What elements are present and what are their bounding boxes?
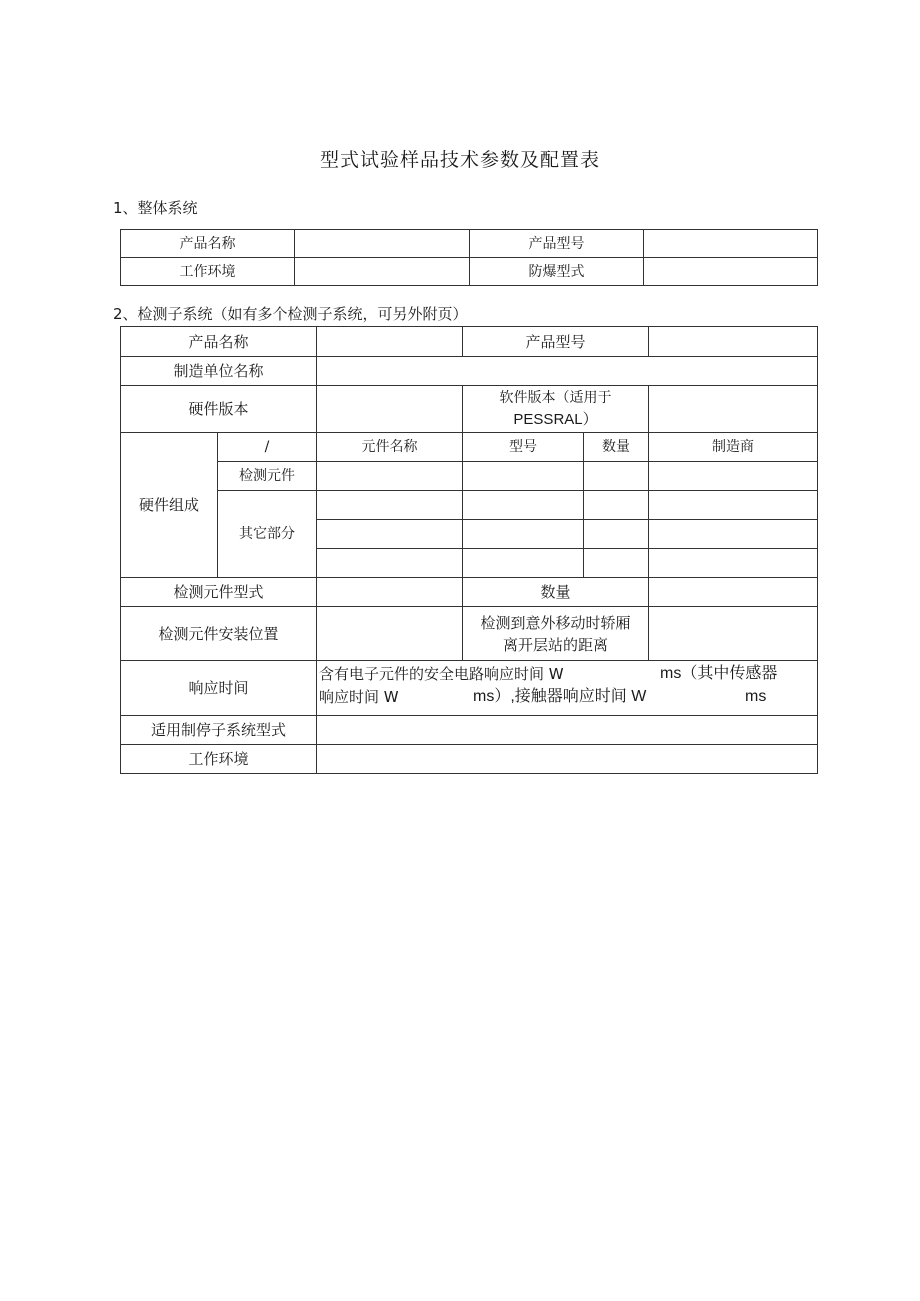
response-text-d: ms）,接触器响应时间 W [473,688,647,705]
table-row [121,386,818,433]
overall-system-table [120,229,818,286]
work-environment-label: 工作环境 [121,745,317,774]
product-name-field[interactable] [317,327,463,357]
product-model-label: 产品型号 [470,230,644,258]
detection-element-quantity-field[interactable] [584,462,649,491]
other-part-2-manufacturer-field[interactable] [649,520,818,549]
car-leave-distance-line1: 检测到意外移动时轿厢 [480,613,631,632]
other-part-1-name-field[interactable] [317,491,463,520]
table-row [121,578,818,607]
page-title: 型式试验样品技术参数及配置表 [319,149,600,171]
explosion-proof-type-label: 防爆型式 [470,258,644,286]
install-position-label: 检测元件安装位置 [121,607,317,661]
install-position-field[interactable] [317,607,463,661]
work-environment-label: 工作环境 [121,258,295,286]
work-environment-field[interactable] [317,745,818,774]
manufacturer-header: 制造商 [649,433,818,462]
manufacturer-name-label: 制造单位名称 [121,357,317,386]
other-part-2-name-field[interactable] [317,520,463,549]
table-row [121,327,818,357]
software-version-label-line2: PESSRAL） [513,411,598,428]
braking-subsystem-type-field[interactable] [317,716,818,745]
other-part-3-manufacturer-field[interactable] [649,549,818,578]
work-environment-field[interactable] [295,258,470,286]
hardware-version-label: 硬件版本 [121,386,317,433]
product-model-field[interactable] [644,230,818,258]
table-row [121,661,818,716]
table-row [121,357,818,386]
column-slash-header: / [218,433,317,462]
detection-subsystem-table [120,326,818,774]
product-name-label: 产品名称 [121,230,295,258]
model-header: 型号 [463,433,584,462]
other-part-3-quantity-field[interactable] [584,549,649,578]
table-row [121,462,818,491]
product-name-field[interactable] [295,230,470,258]
section-2-heading: 2、检测子系统（如有多个检测子系统，可另外附页） [113,305,468,323]
detection-element-type-label: 检测元件型式 [121,578,317,607]
response-time-field[interactable] [317,661,818,716]
response-time-label: 响应时间 [121,661,317,716]
car-leave-distance-label [463,607,649,661]
table-row [121,230,818,258]
software-version-label [463,386,649,433]
table-row [121,491,818,520]
product-model-field[interactable] [649,327,818,357]
other-part-3-model-field[interactable] [463,549,584,578]
table-row [121,433,818,462]
quantity-field[interactable] [649,578,818,607]
software-version-field[interactable] [649,386,818,433]
product-model-label: 产品型号 [463,327,649,357]
detection-element-manufacturer-field[interactable] [649,462,818,491]
other-part-2-quantity-field[interactable] [584,520,649,549]
response-text-c: 响应时间 W [319,688,399,706]
other-part-1-model-field[interactable] [463,491,584,520]
component-name-header: 元件名称 [317,433,463,462]
other-part-2-model-field[interactable] [463,520,584,549]
table-row [121,716,818,745]
product-name-label: 产品名称 [121,327,317,357]
detection-element-model-field[interactable] [463,462,584,491]
table-row [121,258,818,286]
quantity-header: 数量 [584,433,649,462]
other-part-3-name-field[interactable] [317,549,463,578]
braking-subsystem-type-label: 适用制停子系统型式 [121,716,317,745]
hardware-version-field[interactable] [317,386,463,433]
detection-element-type-field[interactable] [317,578,463,607]
hardware-composition-label: 硬件组成 [121,433,218,578]
response-text-a: 含有电子元件的安全电路响应时间 W [319,665,564,683]
car-leave-distance-line2: 离开层站的距离 [503,635,609,654]
manufacturer-name-field[interactable] [317,357,818,386]
section-1-heading: 1、整体系统 [113,199,198,217]
other-parts-label: 其它部分 [218,491,317,578]
table-row [121,607,818,661]
detection-element-name-field[interactable] [317,462,463,491]
detection-element-label: 检测元件 [218,462,317,491]
quantity-label: 数量 [463,578,649,607]
table-row [121,745,818,774]
car-leave-distance-field[interactable] [649,607,818,661]
response-text-b: ms（其中传感器 [660,665,778,682]
other-part-1-manufacturer-field[interactable] [649,491,818,520]
explosion-proof-type-field[interactable] [644,258,818,286]
response-text-e: ms [745,688,767,705]
other-part-1-quantity-field[interactable] [584,491,649,520]
software-version-label-line1: 软件版本（适用于 [499,390,612,406]
